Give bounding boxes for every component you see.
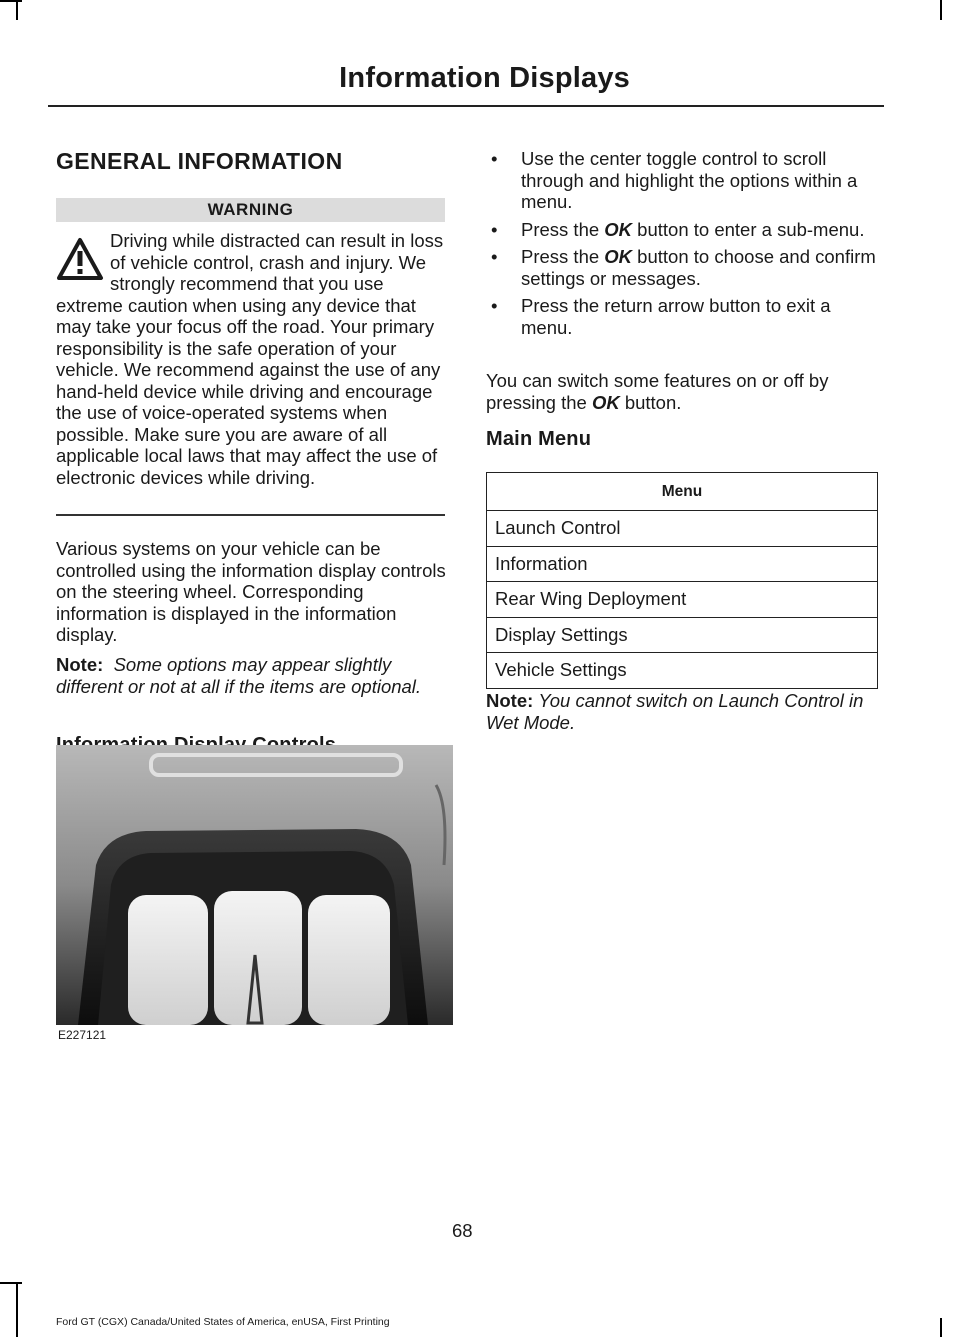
note-text: Some options may appear slightly different or not at all if the items are optional. [56, 654, 422, 697]
bullet-text: Use the center toggle control to scroll through and highlight the options within a menu. [521, 148, 858, 212]
menu-item-display-settings: Display Settings [487, 617, 878, 653]
figure-code: E227121 [58, 1028, 107, 1042]
crop-mark [16, 1282, 18, 1337]
list-item [486, 295, 881, 338]
main-menu-title: Main Menu [486, 428, 592, 450]
warning-divider [56, 514, 445, 516]
header-divider [48, 105, 884, 107]
warning-text: Driving while distracted can result in loss of vehicle control, crash and injury. We strongly recommend that you use extreme caution when using any device that may take your focus off the road. Your primary responsibility is the safe operation of your vehicle. We recommend against the use of any hand-held device while driving and encourage the use of voice-operated systems when possible. Make sure you are aware of all applicable local laws that may affect the use of electronic devices while driving. [56, 230, 444, 488]
bullet-text: Press the [521, 246, 605, 267]
switch-text: You can switch some features on or off by pressing the [486, 370, 829, 413]
switch-paragraph [486, 370, 881, 413]
menu-table-header: Menu [487, 473, 878, 511]
menu-note-paragraph [486, 690, 881, 733]
bullet-text: Press the [521, 218, 605, 240]
main-menu-table [486, 472, 878, 689]
note-text: You cannot switch on Launch Control in Wet Mode. [486, 690, 864, 733]
instruction-list [486, 148, 881, 344]
table-row [487, 617, 878, 653]
menu-item-information: Information [487, 546, 878, 582]
table-row [487, 511, 878, 547]
bullet-icon: • [491, 218, 498, 240]
intro-paragraph: Various systems on your vehicle can be controlled using the information display controls on the steering wheel. Corresponding information is displayed in the information display. [56, 538, 446, 645]
menu-item-vehicle-settings: Vehicle Settings [487, 653, 878, 689]
note-label: Note: [486, 690, 534, 711]
table-row [487, 546, 878, 582]
warning-box [56, 230, 446, 488]
table-row [487, 653, 878, 689]
bullet-text: Press the return arrow button to exit a menu. [521, 295, 831, 338]
menu-item-launch-control: Launch Control [487, 511, 878, 547]
menu-item-rear-wing-deployment: Rear Wing Deployment [487, 582, 878, 618]
crop-mark [940, 0, 942, 20]
page-header-title: Information Displays [339, 62, 630, 94]
warning-triangle-icon [56, 236, 104, 282]
bullet-text: button to enter a sub-menu. [632, 218, 865, 240]
crop-mark [0, 0, 22, 2]
crop-mark [16, 0, 18, 20]
steering-wheel-controls-figure [56, 745, 453, 1025]
crop-mark [0, 1282, 22, 1284]
bullet-icon: • [491, 148, 498, 169]
edition-footer: Ford GT (CGX) Canada/United States of America, enUSA, First Printing [56, 1316, 390, 1328]
bullet-text: button to choose and confirm settings or messages. [521, 246, 876, 289]
list-item [486, 148, 881, 213]
crop-mark [940, 1318, 942, 1337]
bullet-icon: • [491, 246, 498, 267]
note-label: Note: [56, 654, 104, 675]
list-item [486, 219, 881, 241]
warning-heading: WARNING [56, 198, 445, 222]
section-title: GENERAL INFORMATION [56, 148, 343, 174]
list-item [486, 246, 881, 289]
note-paragraph [56, 654, 448, 697]
ok-button-label: OK [604, 218, 633, 240]
ok-button-label: OK [591, 391, 620, 413]
switch-text-end: button. [619, 391, 682, 413]
ok-button-label: OK [604, 246, 633, 267]
page-number: 68 [452, 1220, 473, 1241]
table-row [487, 582, 878, 618]
bullet-icon: • [491, 295, 498, 316]
